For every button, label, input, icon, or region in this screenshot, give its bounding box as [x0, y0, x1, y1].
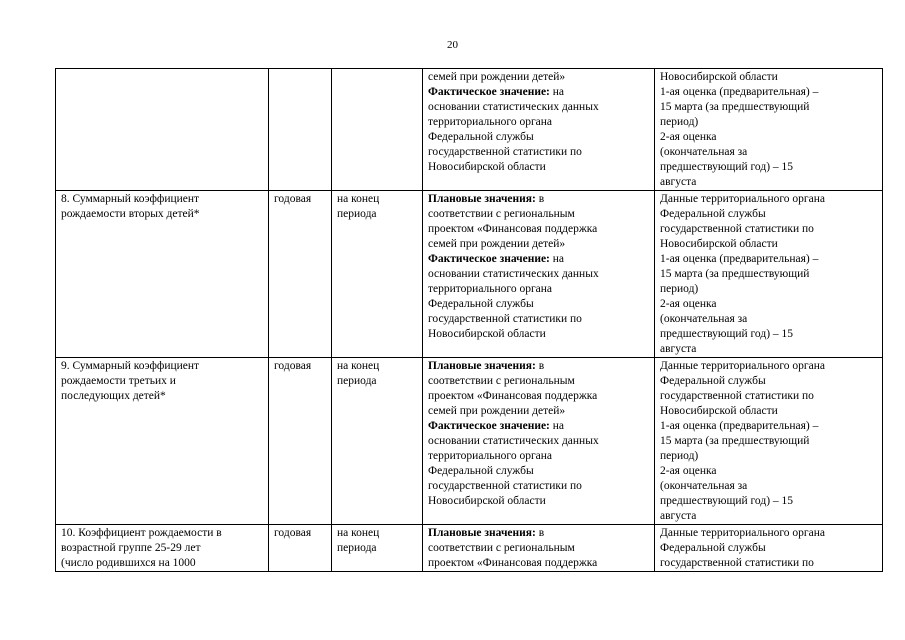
table-row [56, 69, 883, 191]
source-line: период) [660, 283, 699, 295]
periodicity-cell [269, 69, 332, 191]
value-type-line: на конец [337, 527, 380, 539]
method-line: семей при рождении детей» [428, 71, 566, 83]
source-cell [655, 191, 883, 358]
method-lead: Фактическое значение: [428, 253, 550, 265]
method-line: Фактическое значение: на [428, 253, 565, 265]
method-line: семей при рождении детей» [428, 238, 566, 250]
source-line: Федеральной службы [660, 208, 766, 220]
method-line: проектом «Финансовая поддержка [428, 557, 598, 569]
source-line: государственной статистики по [660, 557, 814, 569]
method-line: соответствии с региональным [428, 375, 575, 387]
source-line: Федеральной службы [660, 375, 766, 387]
source-line: Данные территориального органа [660, 360, 826, 372]
source-line: (окончательная за [660, 480, 748, 492]
periodicity-text: годовая [274, 193, 312, 205]
indicator-cell [56, 525, 269, 572]
source-line: 2-ая оценка [660, 298, 717, 310]
indicator-cell [56, 358, 269, 525]
method-cell [423, 69, 655, 191]
periodicity-text: годовая [274, 527, 312, 539]
method-line: проектом «Финансовая поддержка [428, 223, 598, 235]
source-cell [655, 358, 883, 525]
periodicity-cell [269, 191, 332, 358]
method-line: Плановые значения: в [428, 527, 545, 539]
source-line: государственной статистики по [660, 390, 814, 402]
source-line: период) [660, 450, 699, 462]
source-line: 1-ая оценка (предварительная) – [660, 86, 819, 98]
method-cell [423, 525, 655, 572]
method-cell [423, 191, 655, 358]
source-line: 15 марта (за предшествующий [660, 101, 810, 113]
source-line: предшествующий год) – 15 [660, 495, 794, 507]
page-number: 20 [447, 39, 458, 51]
source-line: августа [660, 176, 697, 188]
source-line: предшествующий год) – 15 [660, 161, 794, 173]
source-line: Новосибирской области [660, 71, 778, 83]
source-line: (окончательная за [660, 146, 748, 158]
value-type-line: периода [337, 208, 377, 220]
indicator-line: 10. Коэффициент рождаемости в [61, 527, 222, 539]
source-line: 15 марта (за предшествующий [660, 268, 810, 280]
method-line: соответствии с региональным [428, 542, 575, 554]
method-line: основании статистических данных [428, 435, 599, 447]
method-line: территориального органа [428, 116, 553, 128]
source-line: Федеральной службы [660, 542, 766, 554]
value-type-cell [332, 525, 423, 572]
source-line: 15 марта (за предшествующий [660, 435, 810, 447]
method-line: территориального органа [428, 283, 553, 295]
method-line: территориального органа [428, 450, 553, 462]
method-line: Плановые значения: в [428, 360, 545, 372]
method-line: Фактическое значение: на [428, 420, 565, 432]
value-type-cell [332, 191, 423, 358]
table-row [56, 358, 883, 525]
indicators-table [55, 68, 883, 572]
source-line: августа [660, 343, 697, 355]
periodicity-cell [269, 525, 332, 572]
method-line: Федеральной службы [428, 465, 534, 477]
table-row [56, 191, 883, 358]
source-line: предшествующий год) – 15 [660, 328, 794, 340]
method-lead: Плановые значения: [428, 527, 536, 539]
method-line: Плановые значения: в [428, 193, 545, 205]
method-lead: Фактическое значение: [428, 86, 550, 98]
method-lead: Плановые значения: [428, 193, 536, 205]
method-line: государственной статистики по [428, 313, 582, 325]
indicator-line: рождаемости третьих и [61, 375, 176, 387]
value-type-line: периода [337, 542, 377, 554]
method-cell [423, 358, 655, 525]
indicator-line: возрастной группе 25-29 лет [61, 542, 201, 554]
method-line: проектом «Финансовая поддержка [428, 390, 598, 402]
indicator-cell [56, 69, 269, 191]
source-cell [655, 69, 883, 191]
source-line: период) [660, 116, 699, 128]
periodicity-text: годовая [274, 360, 312, 372]
method-line: основании статистических данных [428, 101, 599, 113]
source-line: Новосибирской области [660, 405, 778, 417]
method-line: Федеральной службы [428, 131, 534, 143]
value-type-line: на конец [337, 193, 380, 205]
method-lead: Фактическое значение: [428, 420, 550, 432]
method-line: основании статистических данных [428, 268, 599, 280]
source-line: государственной статистики по [660, 223, 814, 235]
method-line: семей при рождении детей» [428, 405, 566, 417]
table-body [56, 69, 883, 572]
indicator-line: рождаемости вторых детей* [61, 208, 200, 220]
indicator-cell [56, 191, 269, 358]
source-cell [655, 525, 883, 572]
source-line: Данные территориального органа [660, 527, 826, 539]
source-line: Данные территориального органа [660, 193, 826, 205]
indicator-line: последующих детей* [61, 390, 166, 402]
value-type-cell [332, 69, 423, 191]
method-line: Федеральной службы [428, 298, 534, 310]
source-line: 2-ая оценка [660, 465, 717, 477]
method-line: соответствии с региональным [428, 208, 575, 220]
method-line: Новосибирской области [428, 328, 546, 340]
method-lead: Плановые значения: [428, 360, 536, 372]
method-line: государственной статистики по [428, 146, 582, 158]
method-line: Новосибирской области [428, 495, 546, 507]
indicator-line: (число родившихся на 1000 [61, 557, 196, 569]
table-row [56, 525, 883, 572]
value-type-line: периода [337, 375, 377, 387]
method-line: государственной статистики по [428, 480, 582, 492]
indicator-line: 8. Суммарный коэффициент [61, 193, 200, 205]
value-type-line: на конец [337, 360, 380, 372]
source-line: августа [660, 510, 697, 522]
indicator-line: 9. Суммарный коэффициент [61, 360, 200, 372]
source-line: (окончательная за [660, 313, 748, 325]
method-line: Новосибирской области [428, 161, 546, 173]
periodicity-cell [269, 358, 332, 525]
source-line: Новосибирской области [660, 238, 778, 250]
source-line: 1-ая оценка (предварительная) – [660, 420, 819, 432]
method-line: Фактическое значение: на [428, 86, 565, 98]
source-line: 2-ая оценка [660, 131, 717, 143]
source-line: 1-ая оценка (предварительная) – [660, 253, 819, 265]
value-type-cell [332, 358, 423, 525]
